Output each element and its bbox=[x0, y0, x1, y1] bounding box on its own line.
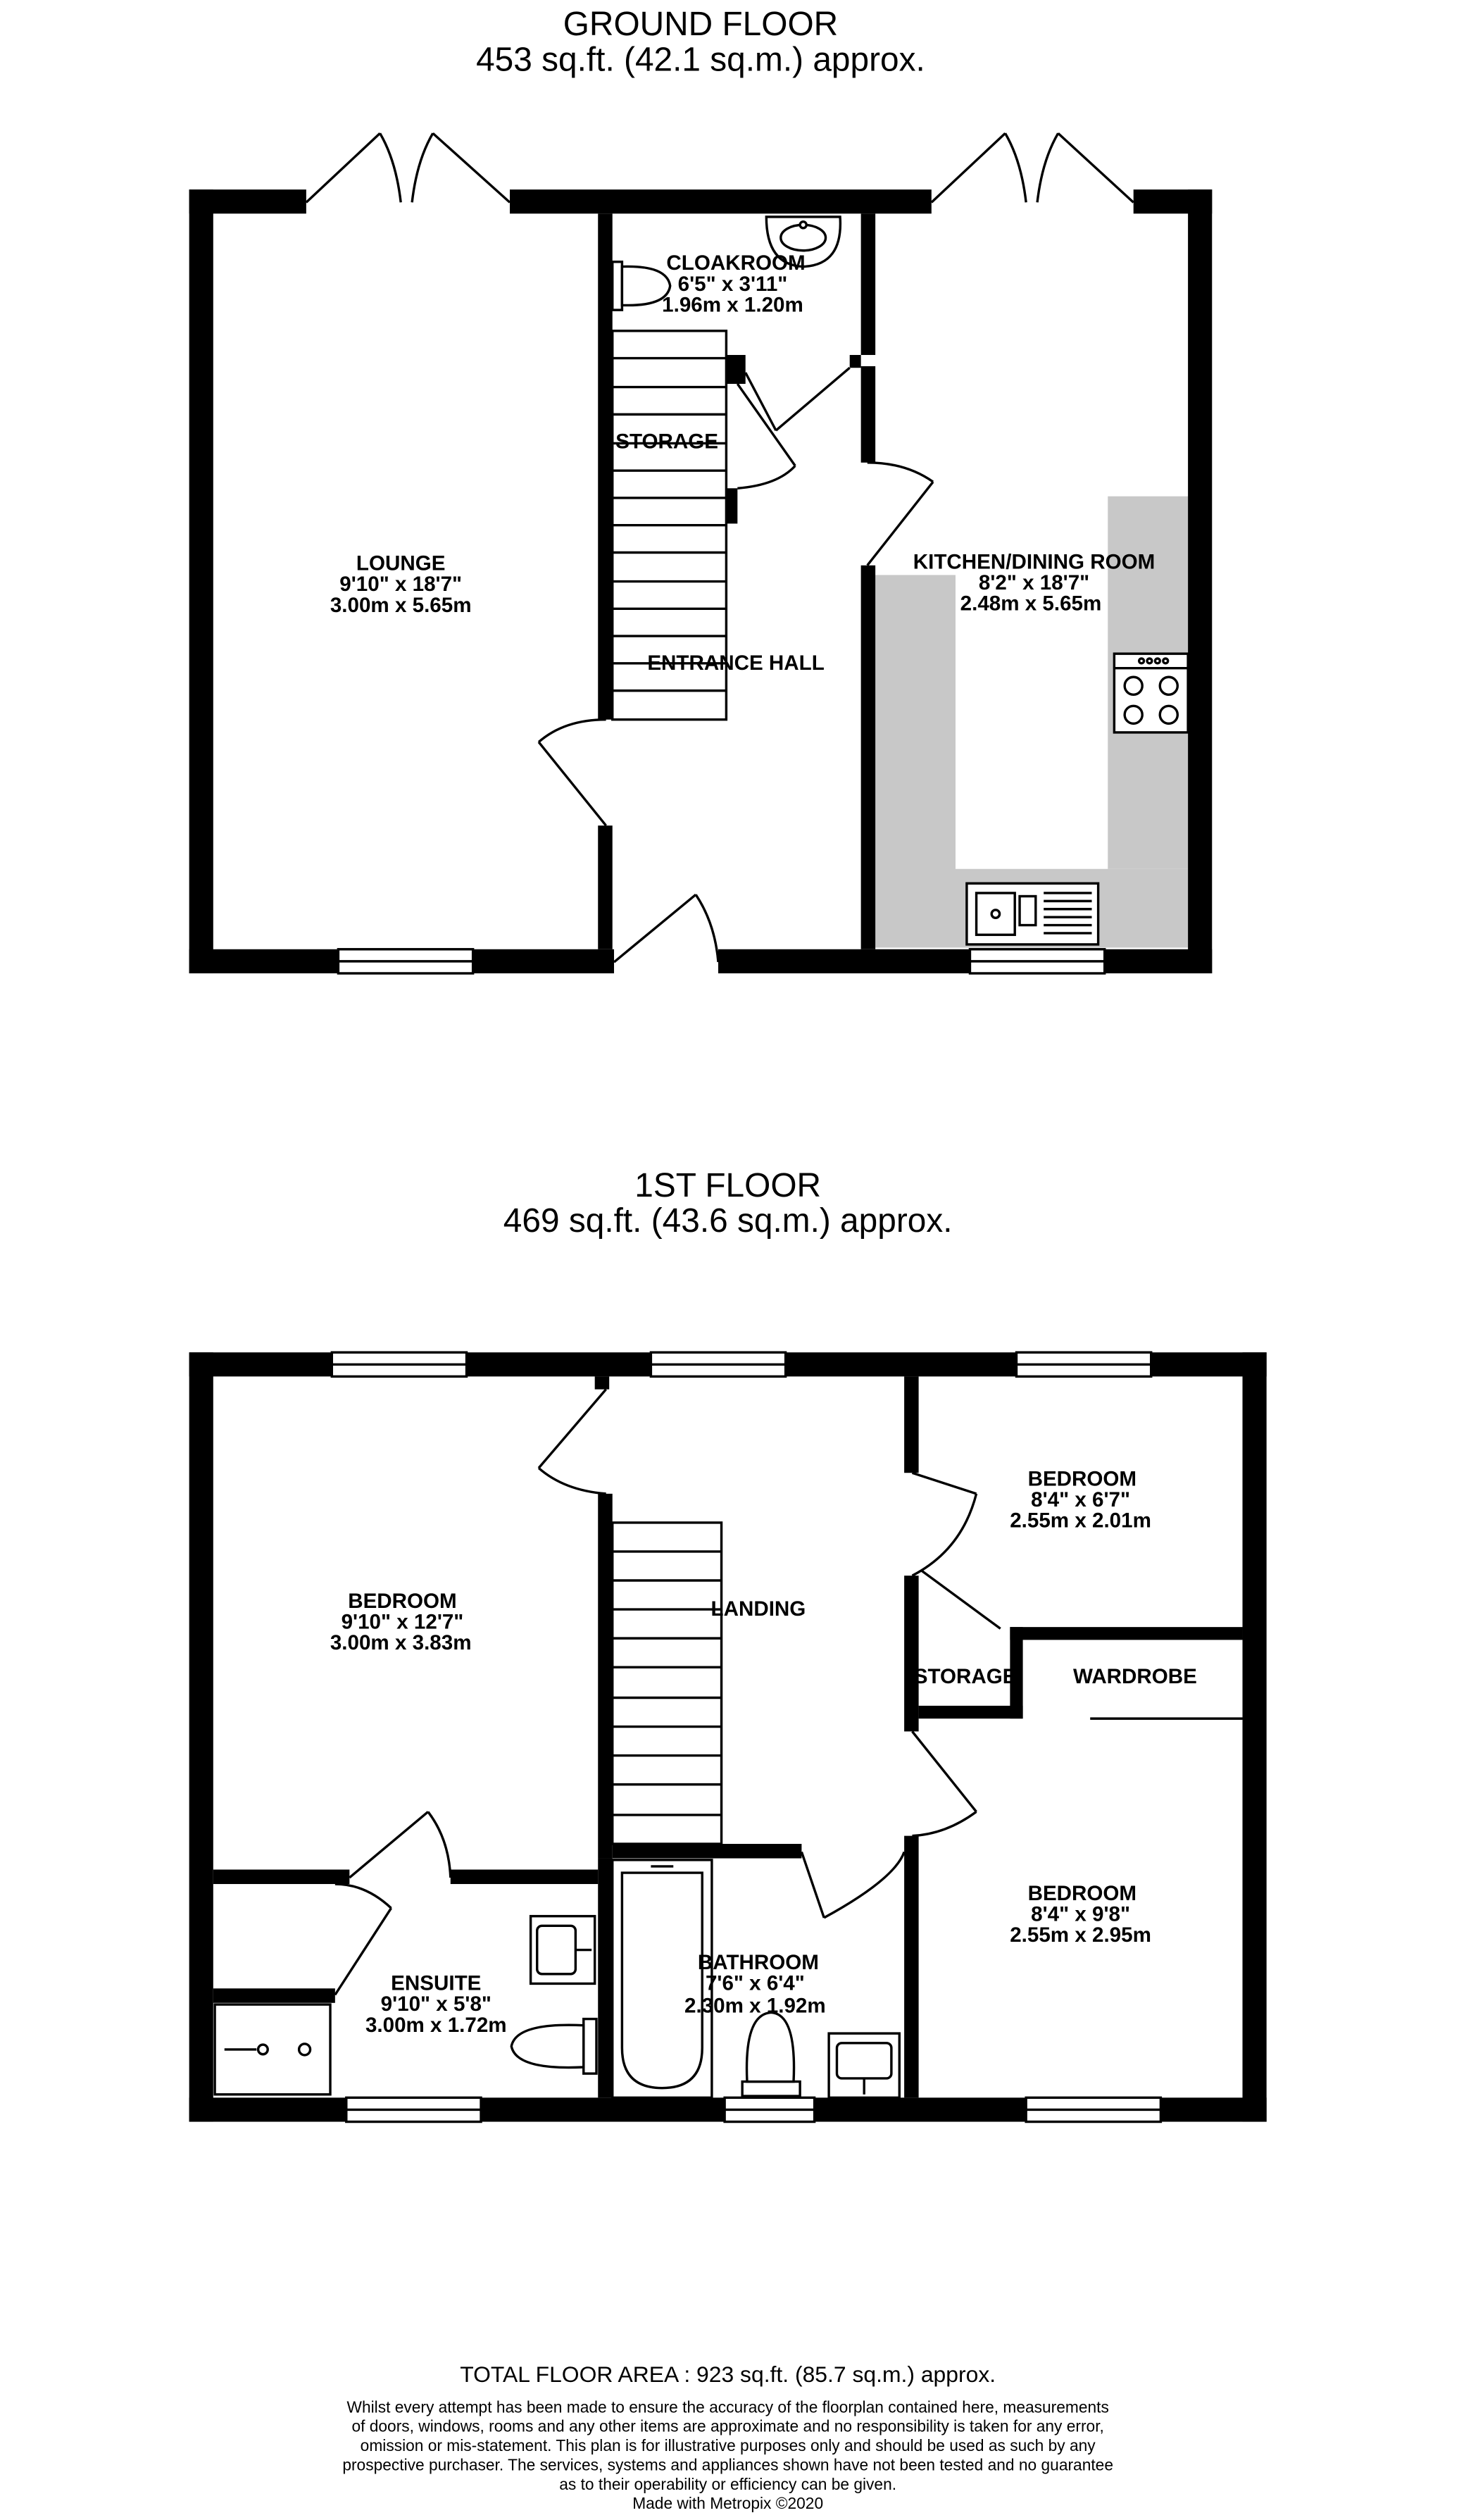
room-size-metric: 2.55m x 2.01m bbox=[1010, 1509, 1151, 1533]
room-name: CLOAKROOM bbox=[666, 251, 806, 275]
shower-icon bbox=[215, 2004, 330, 2095]
entrance-hall-label: ENTRANCE HALL bbox=[647, 651, 825, 675]
room-size-imperial: 6'5" x 3'11" bbox=[677, 272, 788, 296]
storage-label: STORAGE bbox=[913, 1664, 1017, 1688]
disclaimer-line: prospective purchaser. The services, systems and appliances shown have not been tested and no guarantee bbox=[342, 2455, 1113, 2474]
bedroom-3-label bbox=[1010, 1882, 1151, 1947]
disclaimer bbox=[342, 2397, 1113, 2512]
ground-floor-title: GROUND FLOOR bbox=[563, 6, 839, 44]
room-name: LOUNGE bbox=[356, 551, 446, 575]
first-floor bbox=[189, 1167, 1267, 2122]
total-floor-area: TOTAL FLOOR AREA : 923 sq.ft. (85.7 sq.m.) approx. bbox=[460, 2361, 996, 2387]
wardrobe-label: WARDROBE bbox=[1073, 1664, 1197, 1688]
landing-label: LANDING bbox=[710, 1597, 806, 1621]
cloakroom-label bbox=[662, 251, 806, 316]
lounge-label bbox=[330, 552, 472, 617]
ensuite-toilet-icon bbox=[511, 2019, 596, 2074]
bedroom-1-label bbox=[330, 1590, 472, 1654]
disclaimer-line: of doors, windows, rooms and any other items are approximate and no responsibility is taken for any error, bbox=[351, 2416, 1104, 2435]
room-size-imperial: 9'10" x 12'7" bbox=[341, 1610, 464, 1634]
first-floor-staircase bbox=[613, 1523, 722, 1844]
room-size-metric: 1.96m x 1.20m bbox=[662, 293, 803, 317]
room-size-metric: 3.00m x 5.65m bbox=[330, 593, 472, 617]
room-size-metric: 2.30m x 1.92m bbox=[684, 1994, 826, 2018]
disclaimer-line: Whilst every attempt has been made to ensure the accuracy of the floorplan contained here, measurements bbox=[346, 2397, 1109, 2416]
disclaimer-line: omission or mis-statement. This plan is for illustrative purposes only and should be used as such by any bbox=[360, 2436, 1096, 2455]
bathroom-basin-icon bbox=[829, 2033, 899, 2097]
room-size-imperial: 8'4" x 6'7" bbox=[1031, 1488, 1130, 1512]
kitchen-sink-icon bbox=[967, 883, 1098, 944]
bath-icon bbox=[613, 1860, 712, 2098]
first-floor-title: 1ST FLOOR bbox=[634, 1166, 822, 1204]
room-name: KITCHEN/DINING ROOM bbox=[913, 550, 1156, 574]
ensuite-label bbox=[365, 1972, 507, 2037]
credit: Made with Metropix ©2020 bbox=[632, 2494, 824, 2513]
bathroom-toilet-icon bbox=[742, 2012, 800, 2096]
room-size-imperial: 8'4" x 9'8" bbox=[1031, 1902, 1130, 1926]
room-name: BEDROOM bbox=[1027, 1467, 1137, 1491]
ground-floor-area: 453 sq.ft. (42.1 sq.m.) approx. bbox=[476, 41, 925, 79]
bathroom-label bbox=[684, 1951, 826, 2018]
room-size-metric: 2.55m x 2.95m bbox=[1010, 1923, 1151, 1947]
footer bbox=[342, 2362, 1113, 2512]
room-size-metric: 2.48m x 5.65m bbox=[960, 592, 1102, 616]
room-name: BEDROOM bbox=[348, 1589, 457, 1613]
first-floor-area: 469 sq.ft. (43.6 sq.m.) approx. bbox=[503, 1202, 953, 1240]
room-name: ENSUITE bbox=[391, 1971, 482, 1995]
disclaimer-line: as to their operability or efficiency can be given. bbox=[559, 2474, 897, 2493]
ensuite-basin-icon bbox=[531, 1916, 595, 1984]
room-size-imperial: 8'2" x 18'7" bbox=[978, 570, 1090, 594]
room-size-metric: 3.00m x 1.72m bbox=[365, 2013, 507, 2037]
room-name: BEDROOM bbox=[1027, 1881, 1137, 1905]
hob-icon bbox=[1114, 654, 1188, 732]
room-name: BATHROOM bbox=[697, 1950, 819, 1974]
bedroom-2-label bbox=[1010, 1467, 1151, 1532]
room-size-metric: 3.00m x 3.83m bbox=[330, 1631, 472, 1655]
storage-label: STORAGE bbox=[615, 430, 719, 454]
room-size-imperial: 7'6" x 6'4" bbox=[705, 1971, 805, 1995]
room-size-imperial: 9'10" x 5'8" bbox=[380, 1992, 491, 2016]
ground-floor bbox=[189, 6, 1213, 973]
room-size-imperial: 9'10" x 18'7" bbox=[339, 573, 463, 597]
